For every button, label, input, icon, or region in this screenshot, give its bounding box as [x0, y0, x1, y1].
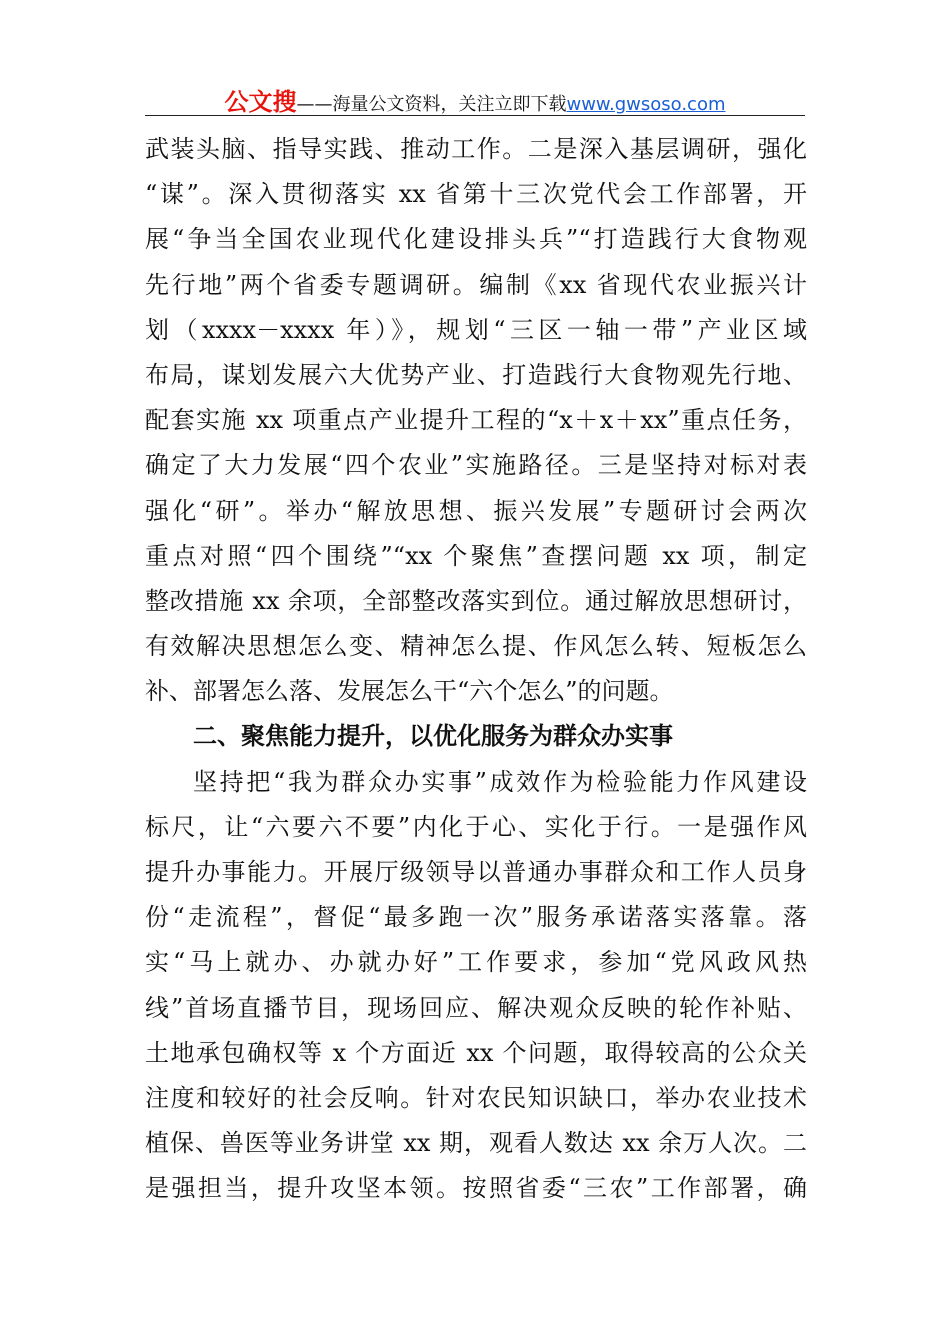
text-line: 强化“研”。举办“解放思想、振兴发展”专题研讨会两次 [145, 496, 807, 525]
text-line: 线”首场直播节目，现场回应、解决观众反映的轮作补贴、 [145, 993, 807, 1022]
text-line: 土地承包确权等 x 个方面近 xx 个问题，取得较高的公众关 [145, 1038, 807, 1067]
brand-logo-text: 公文搜 [224, 88, 297, 116]
text-line: 布局，谋划发展六大优势产业、打造践行大食物观先行地、 [145, 360, 807, 389]
header-divider [145, 115, 805, 116]
text-line: 植保、兽医等业务讲堂 xx 期，观看人数达 xx 余万人次。二 [145, 1129, 807, 1158]
text-line: 重点对照“四个围绕”“xx 个聚焦”查摆问题 xx 项，制定 [145, 541, 807, 570]
text-line: 注度和较好的社会反响。针对农民知识缺口，举办农业技术 [145, 1083, 807, 1112]
page-header [145, 82, 805, 116]
text-line: 确定了大力发展“四个农业”实施路径。三是坚持对标对表 [145, 451, 807, 480]
text-line: 配套实施 xx 项重点产业提升工程的“x＋x＋xx”重点任务， [145, 406, 807, 435]
text-line: 先行地”两个省委专题调研。编制《xx 省现代农业振兴计 [145, 270, 807, 299]
text-line: 实“马上就办、办就办好”工作要求，参加“党风政风热 [145, 948, 807, 977]
text-line: 划（xxxx－xxxx 年）》，规划“三区一轴一带”产业区域 [145, 315, 807, 344]
paragraph-first-line: 坚持把“我为群众办实事”成效作为检验能力作风建设 [193, 767, 807, 796]
text-line: 武装头脑、指导实践、推动工作。二是深入基层调研，强化 [145, 135, 807, 163]
text-line: 展“争当全国农业现代化建设排头兵”“打造践行大食物观 [145, 225, 807, 254]
text-line: 有效解决思想怎么变、精神怎么提、作风怎么转、短板怎么 [145, 632, 807, 661]
text-line: 份“走流程”，督促“最多跑一次”服务承诺落实落靠。落 [145, 903, 807, 932]
document-body [145, 127, 807, 1212]
header-tagline: ——海量公文资料，关注立即下载 [296, 94, 567, 115]
text-line: 标尺，让“六要六不要”内化于心、实化于行。一是强作风 [145, 812, 807, 841]
text-line: 提升办事能力。开展厅级领导以普通办事群众和工作人员身 [145, 858, 807, 886]
website-link[interactable]: www.gwsoso.com [566, 94, 726, 115]
text-line: 补、部署怎么落、发展怎么干“六个怎么”的问题。 [145, 677, 674, 706]
text-line: 是强担当，提升攻坚本领。按照省委“三农”工作部署，确 [145, 1174, 807, 1203]
section-heading: 二、聚焦能力提升，以优化服务为群众办实事 [193, 722, 673, 751]
text-line: 整改措施 xx 余项，全部整改落实到位。通过解放思想研讨， [145, 586, 807, 615]
text-line: “谋”。深入贯彻落实 xx 省第十三次党代会工作部署，开 [145, 180, 807, 209]
